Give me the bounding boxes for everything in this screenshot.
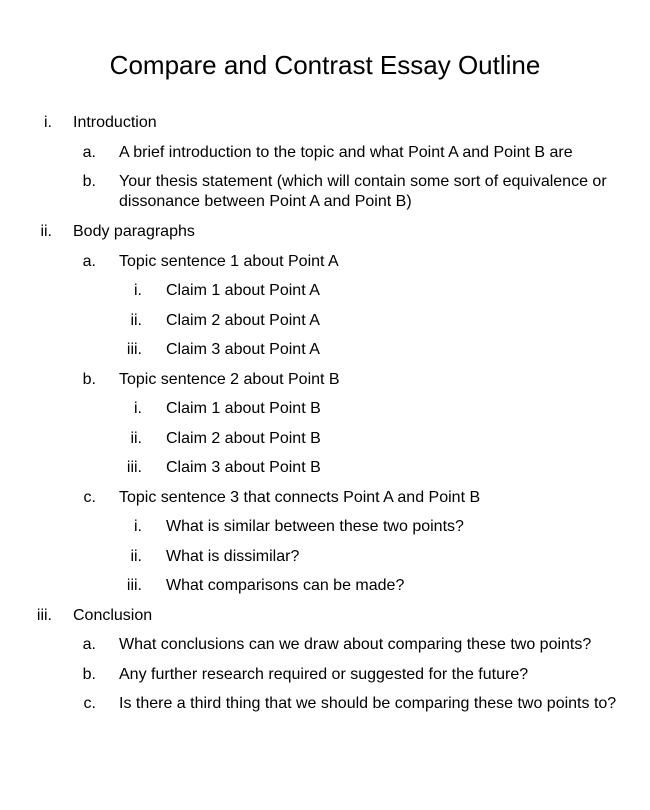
- outline-item-level-3: [0, 458, 650, 488]
- outline-marker: i.: [134, 400, 142, 417]
- outline-marker: b.: [82, 370, 96, 388]
- outline-item-level-2: [0, 370, 650, 400]
- outline-marker: a.: [82, 636, 96, 653]
- outline-marker: b.: [82, 665, 96, 683]
- outline-text: Claim 1 about Point A: [166, 282, 320, 299]
- outline-text: What comparisons can be made?: [166, 577, 405, 594]
- outline-marker: iii.: [126, 577, 142, 594]
- outline-text: Topic sentence 2 about Point B: [119, 370, 340, 388]
- outline-item-level-2: [0, 488, 650, 518]
- outline-item-level-3: [0, 281, 650, 311]
- outline-marker: a.: [82, 143, 96, 161]
- outline-item-level-1: [0, 113, 650, 143]
- outline-item-level-3: [0, 399, 650, 429]
- outline-text: What is dissimilar?: [166, 547, 300, 565]
- outline-text: Any further research required or suggested for the future?: [119, 665, 529, 683]
- outline-marker: ii.: [40, 223, 52, 240]
- outline-marker: b.: [82, 173, 96, 190]
- outline-text: Claim 2 about Point A: [166, 311, 320, 329]
- outline-marker: i.: [44, 114, 52, 131]
- outline-marker: i.: [134, 282, 142, 299]
- outline-marker: i.: [134, 518, 142, 535]
- outline-text: Claim 1 about Point B: [166, 400, 321, 417]
- outline-item-level-1: [0, 606, 650, 636]
- outline-text: Claim 3 about Point A: [166, 341, 320, 358]
- outline-item-level-3: [0, 547, 650, 577]
- outline-text: A brief introduction to the topic and what Point A and Point B are: [119, 143, 573, 161]
- outline-marker: iii.: [126, 459, 142, 476]
- outline-item-level-2: [0, 635, 650, 665]
- outline-text: Claim 2 about Point B: [166, 429, 321, 447]
- outline-text: Your thesis statement (which will contain some sort of equivalence or dissonance between Point A and Point B): [119, 173, 607, 210]
- outline-item-level-2: [0, 252, 650, 282]
- outline-item-level-3: [0, 311, 650, 341]
- outline-item-level-1: [0, 222, 650, 252]
- outline-item-level-2: [0, 665, 650, 695]
- outline-item-level-3: [0, 340, 650, 370]
- outline-item-level-3: [0, 429, 650, 459]
- outline-text: Conclusion: [73, 606, 153, 624]
- outline-list: [0, 113, 650, 744]
- outline-item-level-2: [0, 172, 650, 222]
- outline-marker: ii.: [130, 311, 142, 329]
- outline-text: What is similar between these two points?: [166, 518, 464, 535]
- outline-marker: iii.: [126, 341, 142, 358]
- outline-item-level-3: [0, 517, 650, 547]
- outline-text: What conclusions can we draw about comparing these two points?: [119, 636, 592, 653]
- outline-text: Claim 3 about Point B: [166, 459, 321, 476]
- outline-item-level-2: [0, 143, 650, 173]
- outline-text: Body paragraphs: [73, 223, 195, 240]
- outline-marker: ii.: [130, 429, 142, 447]
- outline-text: Introduction: [73, 114, 157, 131]
- outline-marker: c.: [83, 695, 96, 712]
- outline-marker: ii.: [130, 547, 142, 565]
- outline-marker: iii.: [36, 606, 52, 624]
- outline-text: Is there a third thing that we should be comparing these two points to?: [119, 695, 617, 712]
- outline-text: Topic sentence 1 about Point A: [119, 252, 339, 270]
- outline-item-level-2: [0, 694, 650, 744]
- outline-marker: c.: [83, 488, 96, 506]
- outline-marker: a.: [82, 252, 96, 270]
- outline-text: Topic sentence 3 that connects Point A and Point B: [119, 488, 481, 506]
- page-title: Compare and Contrast Essay Outline: [109, 50, 541, 80]
- outline-item-level-3: [0, 576, 650, 606]
